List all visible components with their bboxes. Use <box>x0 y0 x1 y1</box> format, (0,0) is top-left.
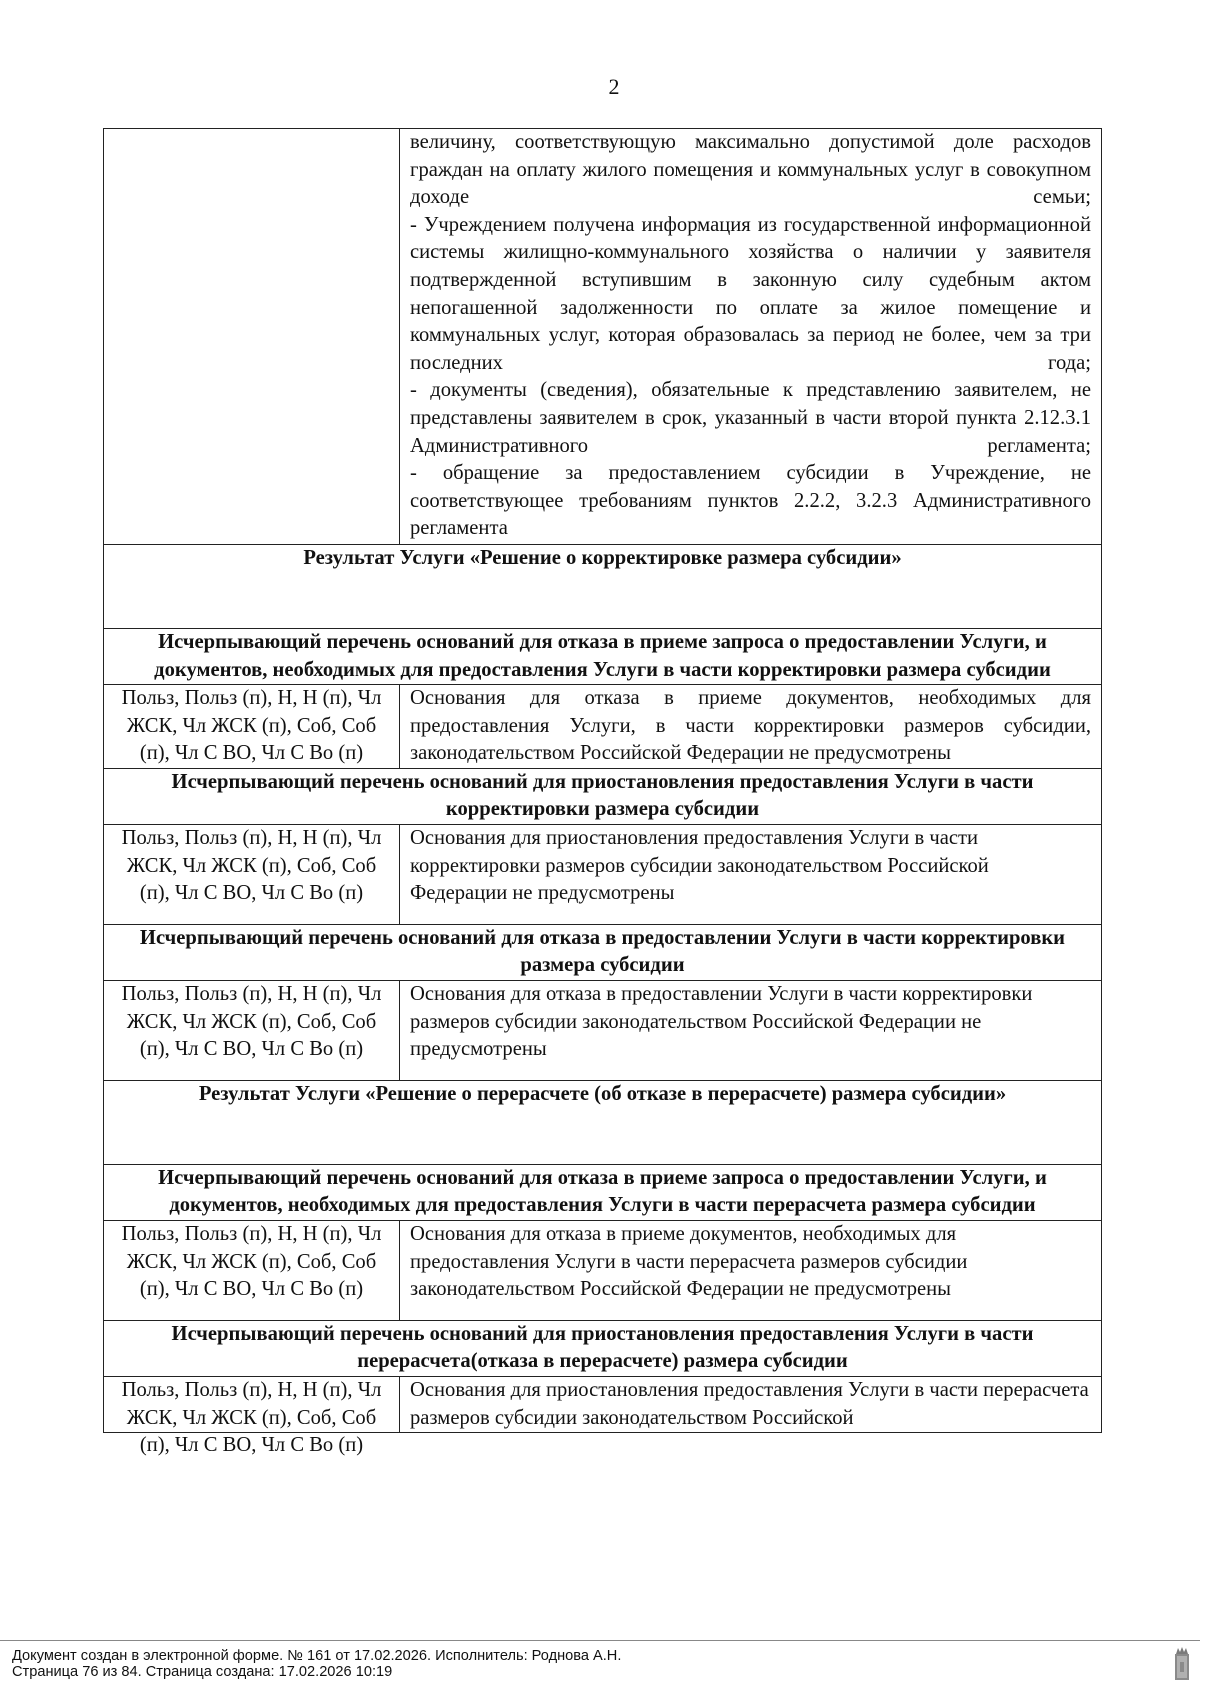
applicant-categories-cell: Польз, Польз (п), Н, Н (п), Чл ЖСК, Чл ЖСК (п), Соб, Соб (п), Чл С ВО, Чл С Во (п) <box>104 825 400 925</box>
page-number: 2 <box>608 74 620 99</box>
continued-grounds-cell <box>400 129 1102 545</box>
result-title-recalculation: Результат Услуги «Решение о перерасчете (об отказе в перерасчете) размера субсидии» <box>104 1080 1102 1164</box>
table-row <box>104 768 1102 824</box>
empty-cell <box>104 129 400 545</box>
grounds-cell: Основания для отказа в приеме документов, необходимых для предоставления Услуги в части перерасчета размеров субсидии законодательством Российской Федерации не предусмотрены <box>400 1221 1102 1321</box>
result-title-correction: Результат Услуги «Решение о корректировке размера субсидии» <box>104 544 1102 628</box>
table-row <box>104 1164 1102 1220</box>
footer-divider <box>0 1640 1200 1641</box>
table-row <box>104 1221 1102 1321</box>
grounds-paragraph: - обращение за предоставлением субсидии в Учреждение, не соответствующее требованиям пунктов 2.2.2, 3.2.3 Административного регламента <box>410 462 1091 540</box>
section-heading: Исчерпывающий перечень оснований для отказа в приеме запроса о предоставлении Услуги, и документов, необходимых для предоставления Услуги в части перерасчета размера субсидии <box>104 1164 1102 1220</box>
footer-line-page: Страница 76 из 84. Страница создана: 17.02.2026 10:19 <box>12 1664 393 1680</box>
section-heading: Исчерпывающий перечень оснований для приостановления предоставления Услуги в части корректировки размера субсидии <box>104 768 1102 824</box>
grounds-cell <box>400 1376 1102 1432</box>
table-row <box>104 825 1102 925</box>
grounds-paragraph: - документы (сведения), обязательные к представлению заявителем, не представлены заявителем в срок, указанный в части второй пункта 2.12.3.1 Административного регламента; <box>410 379 1091 457</box>
table-row <box>104 1320 1102 1376</box>
table-row <box>104 628 1102 684</box>
grounds-paragraph: величину, соответствующую максимально допустимой доле расходов граждан на оплату жилого помещения и коммунальных услуг в совокупном доходе семьи; <box>410 131 1091 209</box>
grounds-cell: Основания для приостановления предоставления Услуги в части корректировки размеров субсидии законодательством Российской Федерации не предусмотрены <box>400 825 1102 925</box>
table-row <box>104 685 1102 769</box>
table-row <box>104 129 1102 545</box>
coat-of-arms-icon <box>1172 1646 1192 1682</box>
table-row <box>104 544 1102 628</box>
table-row <box>104 1080 1102 1164</box>
applicant-categories-cell: Польз, Польз (п), Н, Н (п), Чл ЖСК, Чл ЖСК (п), Соб, Соб (п), Чл С ВО, Чл С Во (п) <box>104 981 400 1081</box>
section-heading: Исчерпывающий перечень оснований для отказа в приеме запроса о предоставлении Услуги, и документов, необходимых для предоставления Услуги в части корректировки размера субсидии <box>104 628 1102 684</box>
document-footer <box>12 1648 621 1680</box>
section-heading: Исчерпывающий перечень оснований для приостановления предоставления Услуги в части перерасчета(отказа в перерасчете) размера субсидии <box>104 1320 1102 1376</box>
services-table <box>103 128 1102 1457</box>
applicant-categories-cell: Польз, Польз (п), Н, Н (п), Чл ЖСК, Чл ЖСК (п), Соб, Соб (п), Чл С ВО, Чл С Во (п) <box>104 685 400 769</box>
grounds-cell <box>400 685 1102 769</box>
grounds-text: Основания для приостановления предоставления Услуги в части перерасчета размеров субсидии законодательством Российской <box>410 1378 1089 1429</box>
grounds-cell: Основания для отказа в предоставлении Услуги в части корректировки размеров субсидии законодательством Российской Федерации не предусмотрены <box>400 981 1102 1081</box>
table-row <box>104 924 1102 980</box>
grounds-paragraph: - Учреждением получена информация из государственной информационной системы жилищно-коммунального хозяйства о наличии у заявителя подтвержденной вступившим в законную силу судебным актом непогашенной задолженности по оплате за жилое помещение и коммунальных услуг, которая образовалась за период не более, чем за три последних года; <box>410 213 1091 374</box>
applicant-categories-text: Польз, Польз (п), Н, Н (п), Чл ЖСК, Чл ЖСК (п), Соб, Соб (п), Чл С ВО, Чл С Во (п) <box>121 1378 382 1457</box>
applicant-categories-cell <box>104 1376 400 1457</box>
table-row <box>104 1376 1102 1432</box>
section-heading: Исчерпывающий перечень оснований для отказа в предоставлении Услуги в части корректировки размера субсидии <box>104 924 1102 980</box>
footer-line-document: Документ создан в электронной форме. № 161 от 17.02.2026. Исполнитель: Роднова А.Н. <box>12 1648 622 1664</box>
applicant-categories-cell: Польз, Польз (п), Н, Н (п), Чл ЖСК, Чл ЖСК (п), Соб, Соб (п), Чл С ВО, Чл С Во (п) <box>104 1221 400 1321</box>
grounds-text: Основания для отказа в приеме документов, необходимых для предоставления Услуги, в части корректировки размеров субсидии, законодательством Российской Федерации не предусмотрены <box>410 687 1091 765</box>
table-row <box>104 981 1102 1081</box>
